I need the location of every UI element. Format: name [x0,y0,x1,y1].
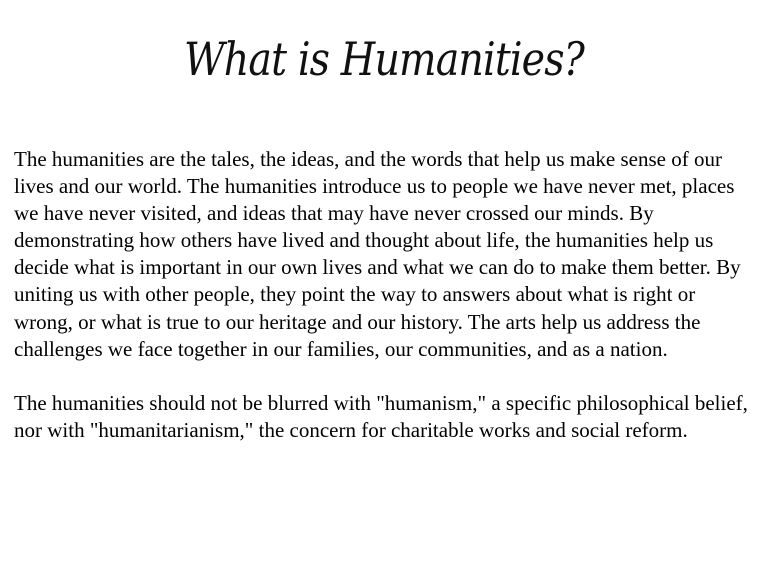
body-paragraph-2: The humanities should not be blurred with "humanism," a specific philosophical belief, nor with "humanitarianism," the concern for charitable works and social reform. [14,390,748,442]
slide-body [14,146,754,444]
body-paragraph-1: The humanities are the tales, the ideas, and the words that help us make sense of our lives and our world. The humanities introduce us to people we have never met, places we have never visited, and ideas that may have never crossed our minds. By demonstrating how others have lived and thought about life, the humanities help us decide what is important in our own lives and what we can do to make them better. By uniting us with other people, they point the way to answers about what is right or wrong, or what is true to our heritage and our history. The arts help us address the challenges we face together in our families, our communities, and as a nation. [14,147,741,361]
slide-title: What is Humanities? [183,32,585,86]
